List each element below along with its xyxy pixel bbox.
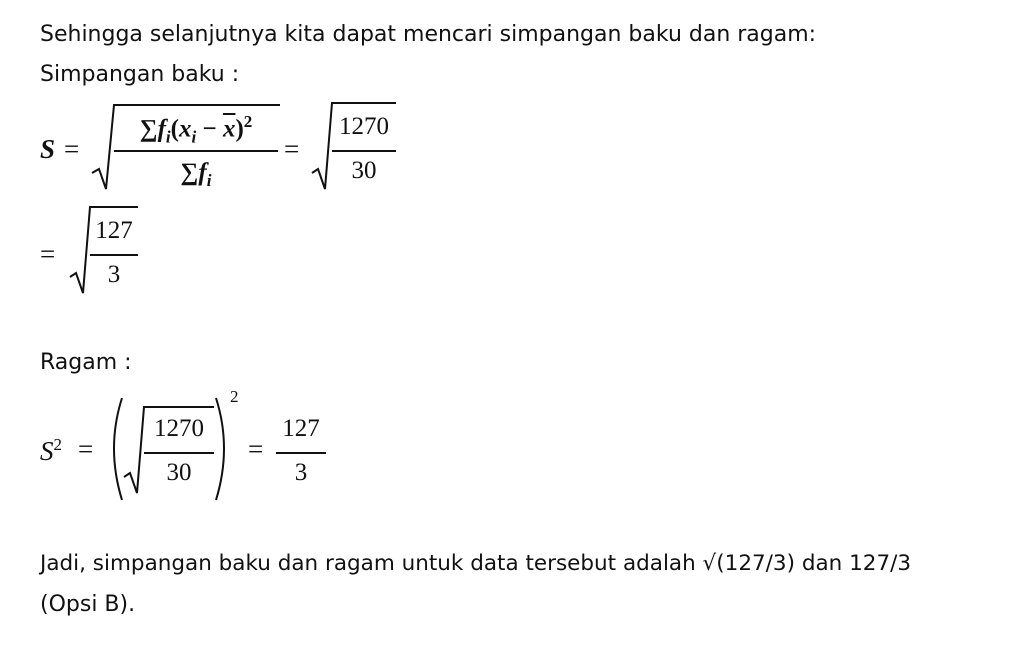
var-equals-2: = — [248, 434, 264, 464]
var-result-bar — [276, 452, 326, 454]
conclusion-line-1: Jadi, simpangan baku dan ragam untuk data tersebut adalah √(127/3) dan 127/3 — [40, 551, 912, 576]
sd-label: Simpangan baku : — [40, 62, 240, 87]
var-lhs: $S^2$ — [40, 435, 62, 466]
var-inner-fraction — [144, 410, 214, 490]
sd-formula-denominator: $\sum f_i$ — [180, 159, 212, 190]
sd-value-numerator: 1270 — [339, 113, 389, 140]
var-outer-power: 2 — [230, 387, 239, 406]
right-paren — [214, 396, 234, 504]
var-result-numerator: 127 — [282, 415, 320, 442]
sd-equals-2: = — [284, 134, 300, 164]
sd-formula-fraction — [114, 106, 278, 192]
var-label: Ragam : — [40, 350, 132, 375]
var-result-denominator: 3 — [294, 459, 308, 486]
var-result-fraction — [276, 410, 326, 490]
sd-value-bar — [332, 150, 396, 152]
sd-formula-bar — [114, 150, 278, 152]
sd-equals: = — [64, 134, 80, 164]
sd-simplified-denominator: 3 — [107, 261, 121, 288]
sd-lhs: S — [40, 134, 56, 164]
var-inner-numerator: 1270 — [154, 415, 204, 442]
left-paren — [104, 396, 124, 504]
sd-value-fraction — [332, 106, 396, 186]
var-equals: = — [78, 434, 94, 464]
conclusion-line-2: (Opsi B). — [40, 592, 136, 617]
sd-value-denominator: 30 — [351, 157, 377, 184]
var-inner-denominator: 30 — [166, 459, 192, 486]
intro-text: Sehingga selanjutnya kita dapat mencari simpangan baku dan ragam: — [40, 22, 817, 47]
sd-simplified-numerator: 127 — [95, 217, 133, 244]
sd-simplified-fraction — [90, 210, 138, 290]
sd-formula-numerator: $\sum f_i(x_i - \overline{x})^2$ — [139, 112, 253, 147]
sd-simplified-bar — [90, 254, 138, 256]
sd-equals-3: = — [40, 239, 56, 269]
var-inner-bar — [144, 452, 214, 454]
